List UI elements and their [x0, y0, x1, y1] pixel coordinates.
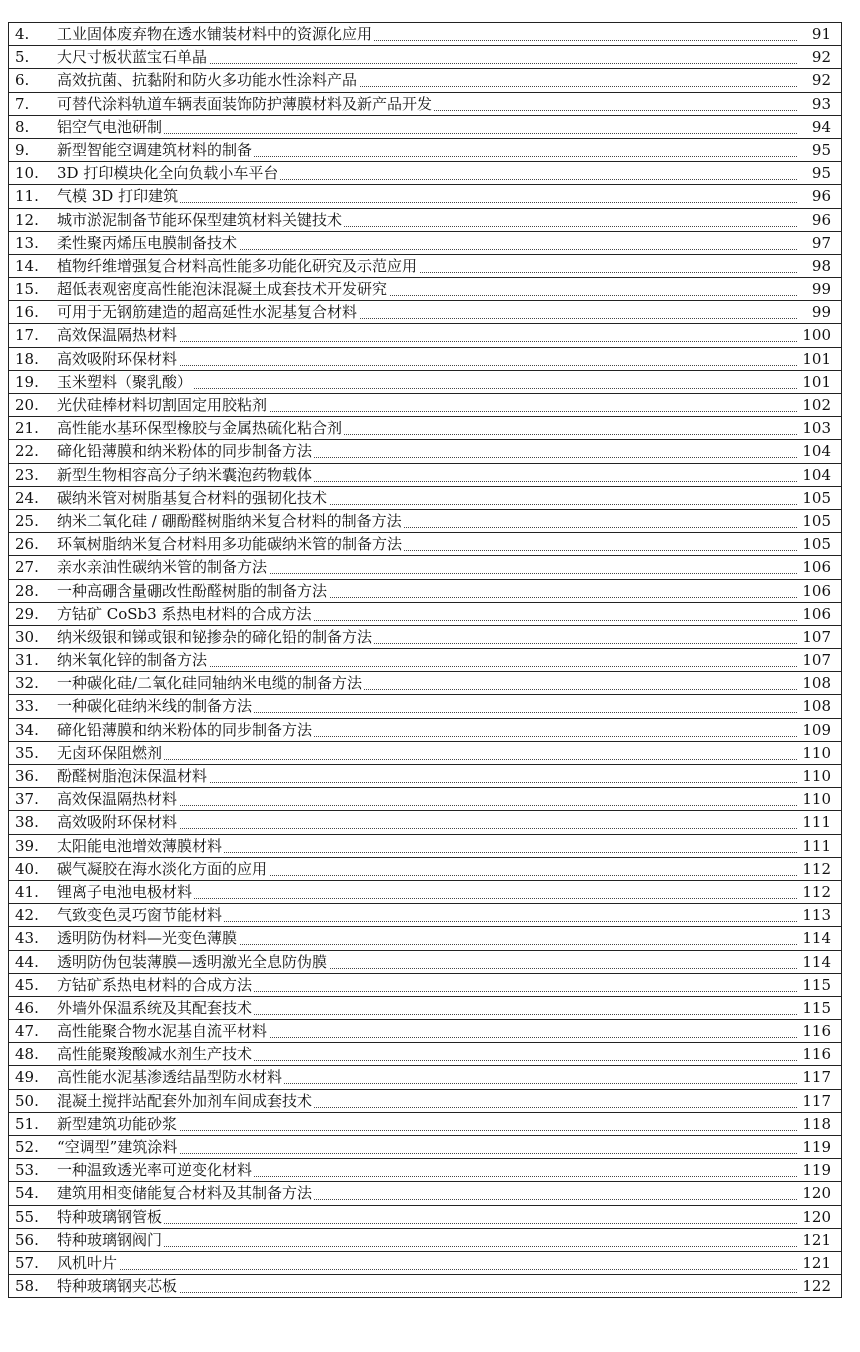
- toc-entry-title-text: 新型智能空调建筑材料的制备: [57, 140, 253, 159]
- toc-entry-page: 94: [811, 117, 831, 136]
- toc-entry-number: 31.: [15, 651, 39, 670]
- toc-entry-number: 37.: [15, 790, 39, 809]
- toc-entry-title-text: 特种玻璃钢阀门: [57, 1230, 163, 1249]
- toc-entry-title: [57, 695, 254, 718]
- dot-leader: [57, 1246, 797, 1247]
- toc-entry-title: [57, 997, 254, 1020]
- toc-entry-page: 92: [811, 71, 831, 90]
- toc-entry-page: 95: [811, 140, 831, 159]
- toc-entry-title: [57, 672, 364, 695]
- toc-row: [9, 209, 841, 232]
- toc-entry-page: 105: [802, 535, 831, 554]
- toc-row: [9, 417, 841, 440]
- toc-entry-title-text: 新型建筑功能砂浆: [57, 1114, 178, 1133]
- toc-entry-title-text: 铝空气电池研制: [57, 117, 163, 136]
- toc-entry-number: 56.: [15, 1230, 39, 1249]
- toc-row: [9, 1275, 841, 1298]
- toc-entry-number: 5.: [15, 48, 30, 67]
- dot-leader: [57, 1223, 797, 1224]
- toc-entry-title: [57, 69, 359, 92]
- toc-entry-title: [57, 23, 374, 46]
- toc-entry-number: 35.: [15, 743, 39, 762]
- toc-entry-title: [57, 719, 314, 742]
- toc-entry-title: [57, 927, 239, 950]
- toc-entry-page: 112: [802, 882, 831, 901]
- toc-entry-title: [57, 1090, 314, 1113]
- toc-entry-title-text: 高性能水基环保型橡胶与金属热硫化粘合剂: [57, 419, 343, 438]
- toc-entry-title-text: 气致变色灵巧窗节能材料: [57, 906, 223, 925]
- toc-entry-title: [57, 464, 314, 487]
- toc-entry-title-text: 方钴矿 CoSb3 系热电材料的合成方法: [57, 604, 312, 623]
- toc-entry-title: [57, 324, 179, 347]
- toc-entry-number: 36.: [15, 767, 39, 785]
- toc-entry-title-text: 气模 3D 打印建筑: [57, 187, 179, 206]
- toc-entry-number: 17.: [15, 326, 39, 345]
- toc-entry-title: [57, 348, 179, 371]
- toc-entry-title: [57, 510, 404, 533]
- toc-entry-number: 6.: [15, 71, 30, 90]
- toc-entry-title-text: 高效抗菌、抗黏附和防火多功能水性涂料产品: [57, 71, 358, 90]
- toc-row: [9, 301, 841, 324]
- toc-entry-title: [57, 1020, 269, 1043]
- toc-entry-title: [57, 93, 434, 116]
- toc-entry-page: 105: [802, 511, 831, 530]
- toc-entry-number: 21.: [15, 419, 39, 438]
- toc-entry-page: 109: [802, 720, 831, 739]
- toc-entry-page: 100: [802, 326, 831, 345]
- toc-entry-title: [57, 301, 359, 324]
- dot-leader: [57, 1269, 797, 1270]
- toc-entry-title: [57, 858, 269, 881]
- toc-row: [9, 858, 841, 881]
- toc-row: [9, 881, 841, 904]
- toc-entry-title-text: 锂离子电池电极材料: [57, 882, 193, 901]
- toc-row: [9, 1043, 841, 1066]
- toc-entry-number: 16.: [15, 303, 39, 322]
- toc-row: [9, 162, 841, 185]
- toc-entry-number: 8.: [15, 117, 30, 136]
- toc-entry-page: 93: [811, 94, 831, 113]
- toc-entry-page: 112: [802, 859, 831, 878]
- toc-entry-number: 39.: [15, 836, 39, 855]
- toc-entry-title-text: 可用于无钢筋建造的超高延性水泥基复合材料: [57, 303, 358, 322]
- toc-row: [9, 1090, 841, 1113]
- toc-row: [9, 1182, 841, 1205]
- toc-entry-title-text: 纳米二氧化硅 / 硼酚醛树脂纳米复合材料的制备方法: [57, 511, 402, 530]
- toc-entry-title-text: 纳米氧化锌的制备方法: [57, 651, 208, 670]
- toc-entry-number: 26.: [15, 535, 39, 554]
- toc-entry-page: 116: [802, 1045, 831, 1064]
- toc-entry-title: [57, 371, 194, 394]
- toc-row: [9, 904, 841, 927]
- toc-entry-title: [57, 278, 389, 301]
- toc-entry-number: 32.: [15, 674, 39, 693]
- toc-entry-title: [57, 556, 269, 579]
- toc-entry-page: 106: [802, 604, 831, 623]
- toc-entry-page: 119: [802, 1161, 831, 1180]
- toc-entry-title-text: 高效保温隔热材料: [57, 326, 178, 345]
- toc-entry-page: 110: [802, 767, 831, 785]
- toc-entry-page: 108: [802, 697, 831, 716]
- toc-entry-title-text: 高性能水泥基渗透结晶型防水材料: [57, 1068, 283, 1087]
- toc-entry-number: 34.: [15, 720, 39, 739]
- toc-entry-page: 91: [811, 25, 831, 43]
- toc-entry-number: 33.: [15, 697, 39, 716]
- toc-entry-page: 122: [802, 1277, 831, 1296]
- toc-entry-page: 101: [802, 372, 831, 391]
- toc-entry-number: 54.: [15, 1184, 39, 1203]
- toc-entry-title: [57, 487, 329, 510]
- toc-entry-page: 114: [802, 952, 831, 971]
- toc-entry-title-text: 超低表观密度高性能泡沫混凝土成套技术开发研究: [57, 280, 388, 299]
- toc-entry-title-text: 光伏硅棒材料切割固定用胶粘剂: [57, 396, 268, 414]
- toc-entry-title-text: 纳米级银和锑或银和铋掺杂的碲化铅的制备方法: [57, 627, 373, 646]
- toc-entry-number: 12.: [15, 210, 39, 229]
- toc-entry-page: 95: [811, 164, 831, 183]
- toc-row: [9, 626, 841, 649]
- toc-entry-page: 105: [802, 488, 831, 507]
- toc-entry-page: 117: [802, 1091, 831, 1110]
- toc-entry-title-text: 大尺寸板状蓝宝石单晶: [57, 48, 208, 67]
- toc-entry-title: [57, 881, 194, 904]
- toc-row: [9, 278, 841, 301]
- toc-entry-number: 4.: [15, 25, 30, 43]
- toc-row: [9, 719, 841, 742]
- toc-entry-number: 42.: [15, 906, 39, 925]
- toc-entry-page: 107: [802, 627, 831, 646]
- toc-entry-number: 45.: [15, 975, 39, 994]
- toc-entry-title-text: 方钴矿系热电材料的合成方法: [57, 975, 253, 994]
- toc-entry-title: [57, 835, 224, 858]
- toc-entry-title: [57, 742, 164, 765]
- toc-entry-title: [57, 1113, 179, 1136]
- toc-entry-number: 30.: [15, 627, 39, 646]
- toc-entry-number: 55.: [15, 1207, 39, 1226]
- toc-entry-title-text: 玉米塑料（聚乳酸）: [57, 372, 193, 391]
- toc-entry-number: 11.: [15, 187, 39, 206]
- toc-entry-title: [57, 1159, 254, 1182]
- toc-entry-title: [57, 811, 179, 834]
- toc-entry-number: 38.: [15, 813, 39, 832]
- toc-entry-page: 114: [802, 929, 831, 948]
- toc-entry-title: [57, 974, 254, 997]
- toc-entry-page: 115: [802, 975, 831, 994]
- toc-row: [9, 23, 841, 46]
- toc-entry-title-text: “空调型”建筑涂料: [57, 1138, 178, 1156]
- toc-entry-number: 19.: [15, 372, 39, 391]
- dot-leader: [57, 133, 797, 134]
- toc-entry-title-text: 工业固体废弃物在透水铺装材料中的资源化应用: [57, 25, 373, 43]
- toc-entry-title-text: 透明防伪包装薄膜—透明激光全息防伪膜: [57, 952, 328, 971]
- dot-leader: [57, 759, 797, 760]
- toc-entry-number: 28.: [15, 581, 39, 600]
- toc-entry-title-text: 碲化铅薄膜和纳米粉体的同步制备方法: [57, 442, 313, 461]
- toc-entry-title: [57, 1229, 164, 1252]
- toc-row: [9, 695, 841, 718]
- toc-row: [9, 1159, 841, 1182]
- toc-entry-title: [57, 1136, 179, 1159]
- toc-row: [9, 1020, 841, 1043]
- toc-row: [9, 1136, 841, 1159]
- toc-entry-page: 107: [802, 651, 831, 670]
- toc-entry-title-text: 碲化铅薄膜和纳米粉体的同步制备方法: [57, 720, 313, 739]
- toc-entry-title: [57, 1182, 314, 1205]
- toc-entry-page: 106: [802, 558, 831, 577]
- toc-entry-title-text: 建筑用相变储能复合材料及其制备方法: [57, 1184, 313, 1203]
- toc-entry-title-text: 3D 打印模块化全向负载小车平台: [57, 164, 279, 183]
- toc-entry-number: 25.: [15, 511, 39, 530]
- toc-entry-title-text: 亲水亲油性碳纳米管的制备方法: [57, 558, 268, 577]
- toc-row: [9, 69, 841, 92]
- toc-entry-title-text: 酚醛树脂泡沫保温材料: [57, 767, 208, 785]
- toc-entry-title: [57, 162, 280, 185]
- toc-row: [9, 1206, 841, 1229]
- toc-entry-title: [57, 116, 164, 139]
- toc-row: [9, 510, 841, 533]
- toc-row: [9, 765, 841, 788]
- toc-entry-number: 20.: [15, 396, 39, 414]
- toc-entry-title-text: 特种玻璃钢管板: [57, 1207, 163, 1226]
- toc-entry-number: 50.: [15, 1091, 39, 1110]
- toc-row: [9, 533, 841, 556]
- toc-entry-title: [57, 232, 239, 255]
- toc-entry-title-text: 外墙外保温系统及其配套技术: [57, 998, 253, 1017]
- toc-entry-title-text: 混凝土搅拌站配套外加剂车间成套技术: [57, 1091, 313, 1110]
- toc-entry-title: [57, 533, 404, 556]
- toc-entry-title-text: 透明防伪材料—光变色薄膜: [57, 929, 238, 948]
- toc-entry-number: 43.: [15, 929, 39, 948]
- toc-entry-title: [57, 951, 329, 974]
- toc-entry-page: 115: [802, 998, 831, 1017]
- toc-row: [9, 116, 841, 139]
- toc-entry-title-text: 新型生物相容高分子纳米囊泡药物载体: [57, 465, 313, 484]
- toc-entry-page: 92: [811, 48, 831, 67]
- toc-row: [9, 603, 841, 626]
- toc-entry-title: [57, 788, 179, 811]
- toc-entry-page: 106: [802, 581, 831, 600]
- toc-entry-number: 9.: [15, 140, 30, 159]
- toc-row: [9, 46, 841, 69]
- toc-entry-title: [57, 765, 209, 788]
- toc-row: [9, 835, 841, 858]
- toc-entry-number: 13.: [15, 233, 39, 252]
- toc-entry-page: 98: [811, 256, 831, 275]
- toc-row: [9, 649, 841, 672]
- toc-entry-number: 58.: [15, 1277, 39, 1296]
- toc-entry-number: 48.: [15, 1045, 39, 1064]
- toc-row: [9, 788, 841, 811]
- toc-entry-page: 104: [802, 465, 831, 484]
- toc-entry-title-text: 高效吸附环保材料: [57, 813, 178, 832]
- toc-entry-title-text: 风机叶片: [57, 1253, 118, 1272]
- toc-entry-title-text: 高效吸附环保材料: [57, 349, 178, 368]
- toc-row: [9, 93, 841, 116]
- toc-entry-page: 120: [802, 1184, 831, 1203]
- toc-entry-title: [57, 626, 374, 649]
- toc-entry-page: 111: [802, 836, 831, 855]
- toc-entry-title-text: 植物纤维增强复合材料高性能多功能化研究及示范应用: [57, 256, 418, 275]
- toc-entry-number: 24.: [15, 488, 39, 507]
- toc-row: [9, 927, 841, 950]
- toc-entry-page: 119: [802, 1138, 831, 1156]
- toc-entry-number: 52.: [15, 1138, 39, 1156]
- toc-entry-page: 101: [802, 349, 831, 368]
- toc-entry-title-text: 城市淤泥制备节能环保型建筑材料关键技术: [57, 210, 343, 229]
- toc-row: [9, 255, 841, 278]
- toc-entry-page: 97: [811, 233, 831, 252]
- toc-entry-title: [57, 46, 209, 69]
- toc-entry-number: 14.: [15, 256, 39, 275]
- toc-row: [9, 440, 841, 463]
- toc-entry-page: 111: [802, 813, 831, 832]
- toc-entry-number: 18.: [15, 349, 39, 368]
- toc-entry-page: 110: [802, 790, 831, 809]
- toc-entry-title-text: 高性能聚羧酸减水剂生产技术: [57, 1045, 253, 1064]
- toc-entry-title: [57, 603, 313, 626]
- toc-row: [9, 811, 841, 834]
- toc-table: [8, 22, 842, 1298]
- toc-entry-page: 103: [802, 419, 831, 438]
- toc-entry-title: [57, 1043, 254, 1066]
- toc-entry-number: 49.: [15, 1068, 39, 1087]
- toc-entry-number: 47.: [15, 1022, 39, 1041]
- toc-row: [9, 1252, 841, 1275]
- toc-entry-page: 102: [802, 396, 831, 414]
- toc-entry-page: 121: [802, 1253, 831, 1272]
- toc-row: [9, 348, 841, 371]
- toc-entry-number: 40.: [15, 859, 39, 878]
- toc-entry-number: 27.: [15, 558, 39, 577]
- toc-row: [9, 232, 841, 255]
- toc-row: [9, 974, 841, 997]
- toc-entry-title-text: 一种碳化硅/二氧化硅同轴纳米电缆的制备方法: [57, 674, 363, 693]
- toc-row: [9, 487, 841, 510]
- toc-entry-page: 96: [811, 210, 831, 229]
- toc-entry-number: 57.: [15, 1253, 39, 1272]
- toc-entry-page: 116: [802, 1022, 831, 1041]
- toc-entry-title-text: 碳气凝胶在海水淡化方面的应用: [57, 859, 268, 878]
- toc-entry-number: 10.: [15, 164, 39, 183]
- toc-entry-title-text: 高效保温隔热材料: [57, 790, 178, 809]
- toc-entry-page: 110: [802, 743, 831, 762]
- toc-entry-title: [57, 139, 254, 162]
- toc-entry-title: [57, 1275, 179, 1298]
- toc-row: [9, 556, 841, 579]
- toc-entry-title-text: 柔性聚丙烯压电膜制备技术: [57, 233, 238, 252]
- toc-row: [9, 1066, 841, 1089]
- toc-entry-title: [57, 580, 329, 603]
- toc-row: [9, 371, 841, 394]
- toc-entry-page: 96: [811, 187, 831, 206]
- toc-entry-title-text: 特种玻璃钢夹芯板: [57, 1277, 178, 1296]
- toc-entry-number: 29.: [15, 604, 39, 623]
- toc-entry-title-text: 环氧树脂纳米复合材料用多功能碳纳米管的制备方法: [57, 535, 403, 554]
- toc-row: [9, 997, 841, 1020]
- toc-entry-title-text: 碳纳米管对树脂基复合材料的强韧化技术: [57, 488, 328, 507]
- toc-entry-title-text: 一种碳化硅纳米线的制备方法: [57, 697, 253, 716]
- toc-entry-page: 117: [802, 1068, 831, 1087]
- toc-entry-title: [57, 209, 344, 232]
- toc-entry-page: 108: [802, 674, 831, 693]
- toc-entry-number: 46.: [15, 998, 39, 1017]
- toc-entry-page: 113: [802, 906, 831, 925]
- toc-entry-title: [57, 904, 224, 927]
- toc-entry-title-text: 一种温致透光率可逆变化材料: [57, 1161, 253, 1180]
- toc-entry-title: [57, 1066, 284, 1089]
- toc-row: [9, 324, 841, 347]
- toc-entry-number: 41.: [15, 882, 39, 901]
- toc-entry-page: 104: [802, 442, 831, 461]
- toc-entry-title: [57, 417, 344, 440]
- toc-entry-title: [57, 1252, 119, 1275]
- toc-entry-title-text: 一种高硼含量硼改性酚醛树脂的制备方法: [57, 581, 328, 600]
- toc-entry-title: [57, 185, 180, 208]
- toc-entry-title: [57, 649, 209, 672]
- toc-entry-title-text: 高性能聚合物水泥基自流平材料: [57, 1022, 268, 1041]
- toc-entry-title-text: 可替代涂料轨道车辆表面装饰防护薄膜材料及新产品开发: [57, 94, 433, 113]
- toc-entry-number: 22.: [15, 442, 39, 461]
- toc-entry-title: [57, 255, 419, 278]
- toc-entry-page: 99: [811, 303, 831, 322]
- toc-row: [9, 464, 841, 487]
- toc-row: [9, 951, 841, 974]
- toc-row: [9, 185, 841, 208]
- toc-row: [9, 139, 841, 162]
- toc-entry-title: [57, 394, 269, 417]
- toc-entry-number: 44.: [15, 952, 39, 971]
- toc-row: [9, 394, 841, 417]
- toc-entry-number: 15.: [15, 280, 39, 299]
- toc-entry-page: 118: [802, 1114, 831, 1133]
- toc-entry-number: 23.: [15, 465, 39, 484]
- toc-entry-number: 7.: [15, 94, 30, 113]
- toc-row: [9, 742, 841, 765]
- toc-entry-title: [57, 440, 314, 463]
- toc-entry-page: 120: [802, 1207, 831, 1226]
- toc-entry-number: 53.: [15, 1161, 39, 1180]
- toc-row: [9, 1229, 841, 1252]
- toc-row: [9, 580, 841, 603]
- toc-entry-page: 99: [811, 280, 831, 299]
- toc-entry-title-text: 无卤环保阻燃剂: [57, 743, 163, 762]
- toc-row: [9, 1113, 841, 1136]
- toc-row: [9, 672, 841, 695]
- toc-entry-number: 51.: [15, 1114, 39, 1133]
- toc-entry-title: [57, 1206, 164, 1229]
- toc-entry-title-text: 太阳能电池增效薄膜材料: [57, 836, 223, 855]
- toc-entry-page: 121: [802, 1230, 831, 1249]
